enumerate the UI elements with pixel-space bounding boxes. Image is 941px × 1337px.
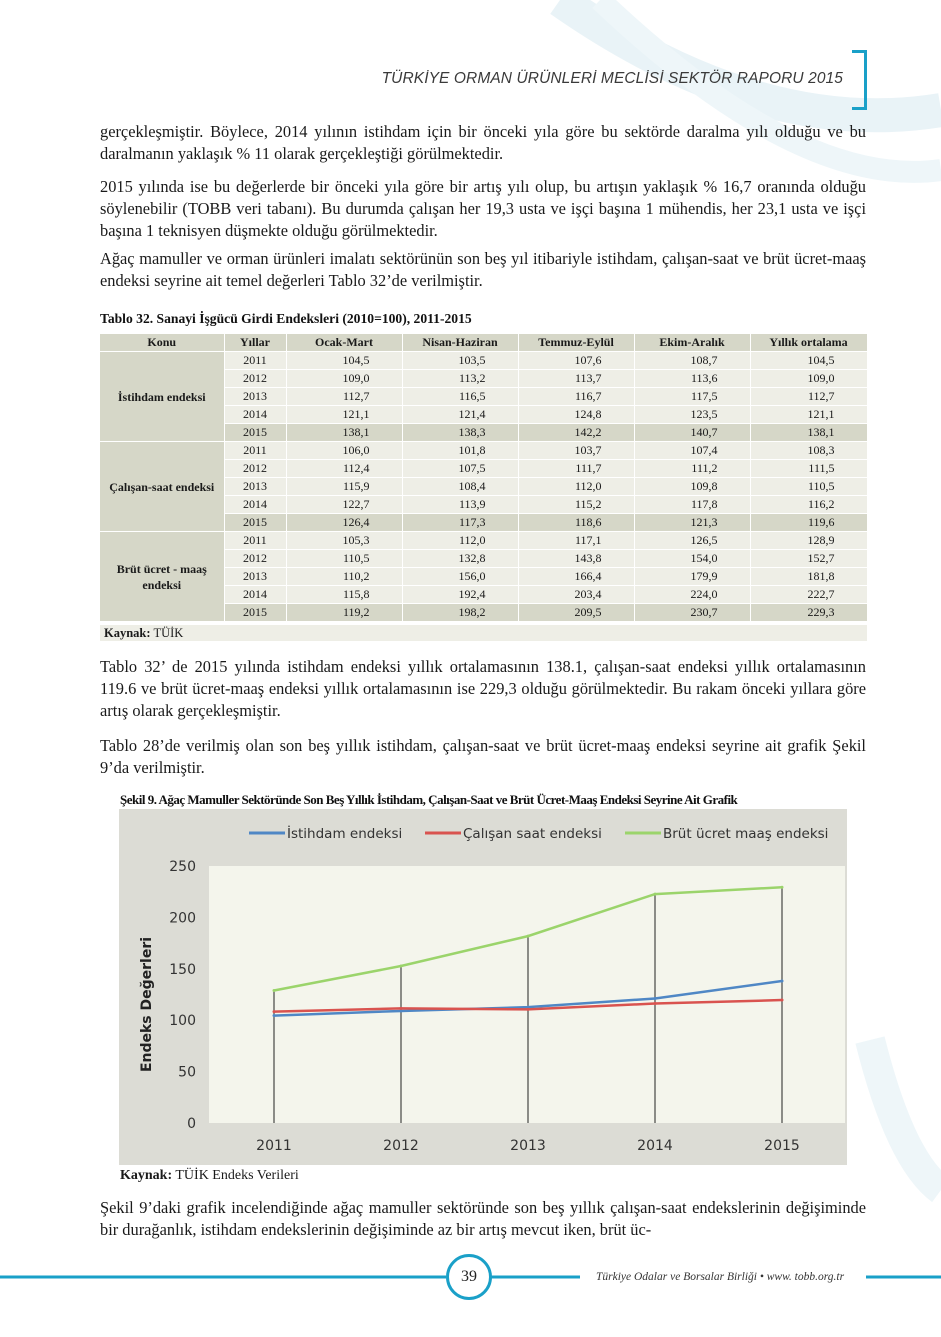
paragraph-2: 2015 yılında ise bu değerlerde bir önceki yıla göre bir artış yılı olup, bu artışın yaklaşık % 16,7 oranında olduğu söylenebilir (TOBB veri tabanı). Bu durumda çalışan her 19,3 usta ve işçi başına 1 mühendis, her 23,1 usta ve işçi başına 1 teknisyen düşmekte olduğu görülmektedir.	[100, 177, 866, 240]
value-cell: 109,8	[634, 478, 750, 496]
value-cell: 115,2	[518, 496, 634, 514]
x-tick-label: 2015	[764, 1138, 800, 1154]
year-cell: 2015	[224, 424, 286, 442]
year-cell: 2012	[224, 370, 286, 388]
year-cell: 2015	[224, 604, 286, 622]
data-point	[781, 980, 784, 983]
year-cell: 2011	[224, 442, 286, 460]
value-cell: 119,2	[286, 604, 402, 622]
value-cell: 113,2	[402, 370, 518, 388]
year-cell: 2011	[224, 352, 286, 370]
value-cell: 192,4	[402, 586, 518, 604]
index-table	[100, 334, 868, 621]
year-cell: 2014	[224, 586, 286, 604]
value-cell: 101,8	[402, 442, 518, 460]
value-cell: 108,7	[634, 352, 750, 370]
value-cell: 230,7	[634, 604, 750, 622]
value-cell: 121,1	[750, 406, 867, 424]
x-tick-label: 2013	[510, 1138, 546, 1154]
header-ocak-mart: Ocak-Mart	[286, 334, 402, 352]
table-source-label: Kaynak:	[104, 626, 151, 640]
x-tick-label: 2014	[637, 1138, 673, 1154]
value-cell: 140,7	[634, 424, 750, 442]
plot-area	[209, 866, 845, 1123]
table-header-row	[100, 334, 867, 352]
value-cell: 107,6	[518, 352, 634, 370]
value-cell: 112,4	[286, 460, 402, 478]
value-cell: 117,3	[402, 514, 518, 532]
value-cell: 113,9	[402, 496, 518, 514]
value-cell: 179,9	[634, 568, 750, 586]
value-cell: 126,4	[286, 514, 402, 532]
y-tick-label: 150	[169, 961, 196, 978]
table-caption: Tablo 32. Sanayi İşgücü Girdi Endeksleri (2010=100), 2011-2015	[100, 311, 472, 326]
year-cell: 2013	[224, 568, 286, 586]
year-cell: 2013	[224, 388, 286, 406]
value-cell: 128,9	[750, 532, 867, 550]
data-point	[273, 1014, 276, 1017]
data-point	[400, 965, 403, 968]
value-cell: 138,1	[750, 424, 867, 442]
data-point	[527, 1008, 530, 1011]
value-cell: 103,7	[518, 442, 634, 460]
value-cell: 224,0	[634, 586, 750, 604]
value-cell: 111,5	[750, 460, 867, 478]
value-cell: 116,5	[402, 388, 518, 406]
value-cell: 121,4	[402, 406, 518, 424]
value-cell: 121,1	[286, 406, 402, 424]
value-cell: 198,2	[402, 604, 518, 622]
value-cell: 156,0	[402, 568, 518, 586]
line-chart	[119, 809, 847, 1165]
value-cell: 108,3	[750, 442, 867, 460]
table-source	[100, 625, 867, 641]
figure-source-text: TÜİK Endeks Verileri	[175, 1168, 299, 1183]
data-point	[400, 1009, 403, 1012]
value-cell: 203,4	[518, 586, 634, 604]
value-cell: 138,3	[402, 424, 518, 442]
year-cell: 2013	[224, 478, 286, 496]
figure-caption: Şekil 9. Ağaç Mamuller Sektöründe Son Beş Yıllık İstihdam, Çalışan-Saat ve Brüt Ücret-Maaş Endeksi Seyrine Ait Grafik	[120, 792, 738, 807]
value-cell: 107,4	[634, 442, 750, 460]
value-cell: 113,6	[634, 370, 750, 388]
y-tick-label: 0	[187, 1116, 196, 1132]
figure-source	[120, 1168, 299, 1184]
value-cell: 115,9	[286, 478, 402, 496]
data-point	[273, 1010, 276, 1013]
header-konu: Konu	[100, 334, 224, 352]
value-cell: 117,8	[634, 496, 750, 514]
table-row	[100, 352, 867, 370]
header-yillar: Yıllar	[224, 334, 286, 352]
data-point	[654, 893, 657, 896]
paragraph-6: Şekil 9’daki grafik incelendiğinde ağaç mamuller sektöründe son beş yıllık çalışan-saat endekslerinin değişiminde bir durağanlık, istihdam endekslerinin değişiminde az bir artış mevcut iken, brüt üc-	[100, 1198, 866, 1239]
value-cell: 124,8	[518, 406, 634, 424]
value-cell: 166,4	[518, 568, 634, 586]
year-cell: 2014	[224, 496, 286, 514]
value-cell: 104,5	[286, 352, 402, 370]
value-cell: 117,1	[518, 532, 634, 550]
header-title: TÜRKİYE ORMAN ÜRÜNLERİ MECLİSİ SEKTÖR RAPORU 2015	[381, 70, 843, 87]
chart-container	[119, 809, 847, 1165]
value-cell: 121,3	[634, 514, 750, 532]
year-cell: 2012	[224, 550, 286, 568]
value-cell: 112,0	[402, 532, 518, 550]
value-cell: 107,5	[402, 460, 518, 478]
value-cell: 105,3	[286, 532, 402, 550]
paragraph-1: gerçekleşmiştir. Böylece, 2014 yılının istihdam için bir önceki yıla göre bu sektörde daralma yılı olduğu ve bu daralmanın yaklaşık % 11 olarak gerçekleştiği görülmektedir.	[100, 122, 866, 163]
value-cell: 104,5	[750, 352, 867, 370]
value-cell: 110,5	[286, 550, 402, 568]
value-cell: 142,2	[518, 424, 634, 442]
value-cell: 154,0	[634, 550, 750, 568]
legend-label: İstihdam endeksi	[287, 826, 403, 842]
value-cell: 132,8	[402, 550, 518, 568]
value-cell: 106,0	[286, 442, 402, 460]
value-cell: 118,6	[518, 514, 634, 532]
group-label: Çalışan-saat endeksi	[100, 442, 224, 532]
legend-label: Brüt ücret maaş endeksi	[663, 826, 829, 842]
value-cell: 209,5	[518, 604, 634, 622]
value-cell: 117,5	[634, 388, 750, 406]
data-point	[781, 886, 784, 889]
value-cell: 119,6	[750, 514, 867, 532]
y-tick-label: 50	[178, 1064, 196, 1081]
value-cell: 109,0	[286, 370, 402, 388]
group-label: İstihdam endeksi	[100, 352, 224, 442]
paragraph-3: Ağaç mamuller ve orman ürünleri imalatı sektörünün son beş yıl itibariyle istihdam, çalışan-saat ve brüt ücret-maaş endeksi seyrine ait temel değerleri Tablo 32’de verilmiştir.	[100, 249, 866, 290]
value-cell: 126,5	[634, 532, 750, 550]
value-cell: 181,8	[750, 568, 867, 586]
header-bracket-decoration	[852, 50, 867, 110]
data-point	[400, 1007, 403, 1010]
value-cell: 116,7	[518, 388, 634, 406]
data-point	[527, 935, 530, 938]
paragraph-5: Tablo 28’de verilmiş olan son beş yıllık istihdam, çalışan-saat ve brüt ücret-maaş endeksi seyrine ait grafik Şekil 9’da verilmiştir.	[100, 736, 866, 777]
data-point	[654, 997, 657, 1000]
value-cell: 143,8	[518, 550, 634, 568]
value-cell: 111,7	[518, 460, 634, 478]
value-cell: 108,4	[402, 478, 518, 496]
value-cell: 222,7	[750, 586, 867, 604]
value-cell: 229,3	[750, 604, 867, 622]
header-temmuz-eylul: Temmuz-Eylül	[518, 334, 634, 352]
value-cell: 115,8	[286, 586, 402, 604]
table-row	[100, 532, 867, 550]
y-tick-label: 200	[169, 910, 196, 927]
footer-text: Türkiye Odalar ve Borsalar Birliği • www. tobb.org.tr	[596, 1271, 845, 1283]
value-cell: 152,7	[750, 550, 867, 568]
value-cell: 110,2	[286, 568, 402, 586]
year-cell: 2014	[224, 406, 286, 424]
value-cell: 123,5	[634, 406, 750, 424]
data-point	[654, 1002, 657, 1005]
value-cell: 109,0	[750, 370, 867, 388]
x-tick-label: 2011	[256, 1138, 292, 1154]
figure-source-label: Kaynak:	[120, 1168, 173, 1183]
group-label: Brüt ücret - maaş endeksi	[100, 532, 224, 622]
data-point	[781, 999, 784, 1002]
data-point	[273, 989, 276, 992]
header-ekim-aralik: Ekim-Aralık	[634, 334, 750, 352]
value-cell: 111,2	[634, 460, 750, 478]
value-cell: 122,7	[286, 496, 402, 514]
value-cell: 112,0	[518, 478, 634, 496]
year-cell: 2015	[224, 514, 286, 532]
paragraph-4: Tablo 32’ de 2015 yılında istihdam endeksi yıllık ortalamasının 138.1, çalışan-saat endeksi yıllık ortalamasının 119.6 ve brüt ücret-maaş endeksi yıllık ortalamasının ise 229,3 olduğu görülmektedir. Bu rakam önceki yıllara göre artış olarak gerçekleşmiştir.	[100, 657, 866, 720]
value-cell: 110,5	[750, 478, 867, 496]
value-cell: 113,7	[518, 370, 634, 388]
value-cell: 138,1	[286, 424, 402, 442]
y-tick-label: 250	[169, 859, 196, 875]
y-tick-label: 100	[169, 1013, 196, 1030]
header-yillik-ortalama: Yıllık ortalama	[750, 334, 867, 352]
year-cell: 2011	[224, 532, 286, 550]
header-nisan-haziran: Nisan-Haziran	[402, 334, 518, 352]
legend-label: Çalışan saat endeksi	[463, 826, 602, 842]
x-tick-label: 2012	[383, 1138, 419, 1154]
page-number: 39	[446, 1254, 492, 1300]
value-cell: 112,7	[750, 388, 867, 406]
year-cell: 2012	[224, 460, 286, 478]
value-cell: 103,5	[402, 352, 518, 370]
table-source-text: TÜİK	[153, 626, 184, 640]
y-axis-title: Endeks Değerleri	[139, 936, 155, 1073]
table-row	[100, 442, 867, 460]
value-cell: 112,7	[286, 388, 402, 406]
value-cell: 116,2	[750, 496, 867, 514]
